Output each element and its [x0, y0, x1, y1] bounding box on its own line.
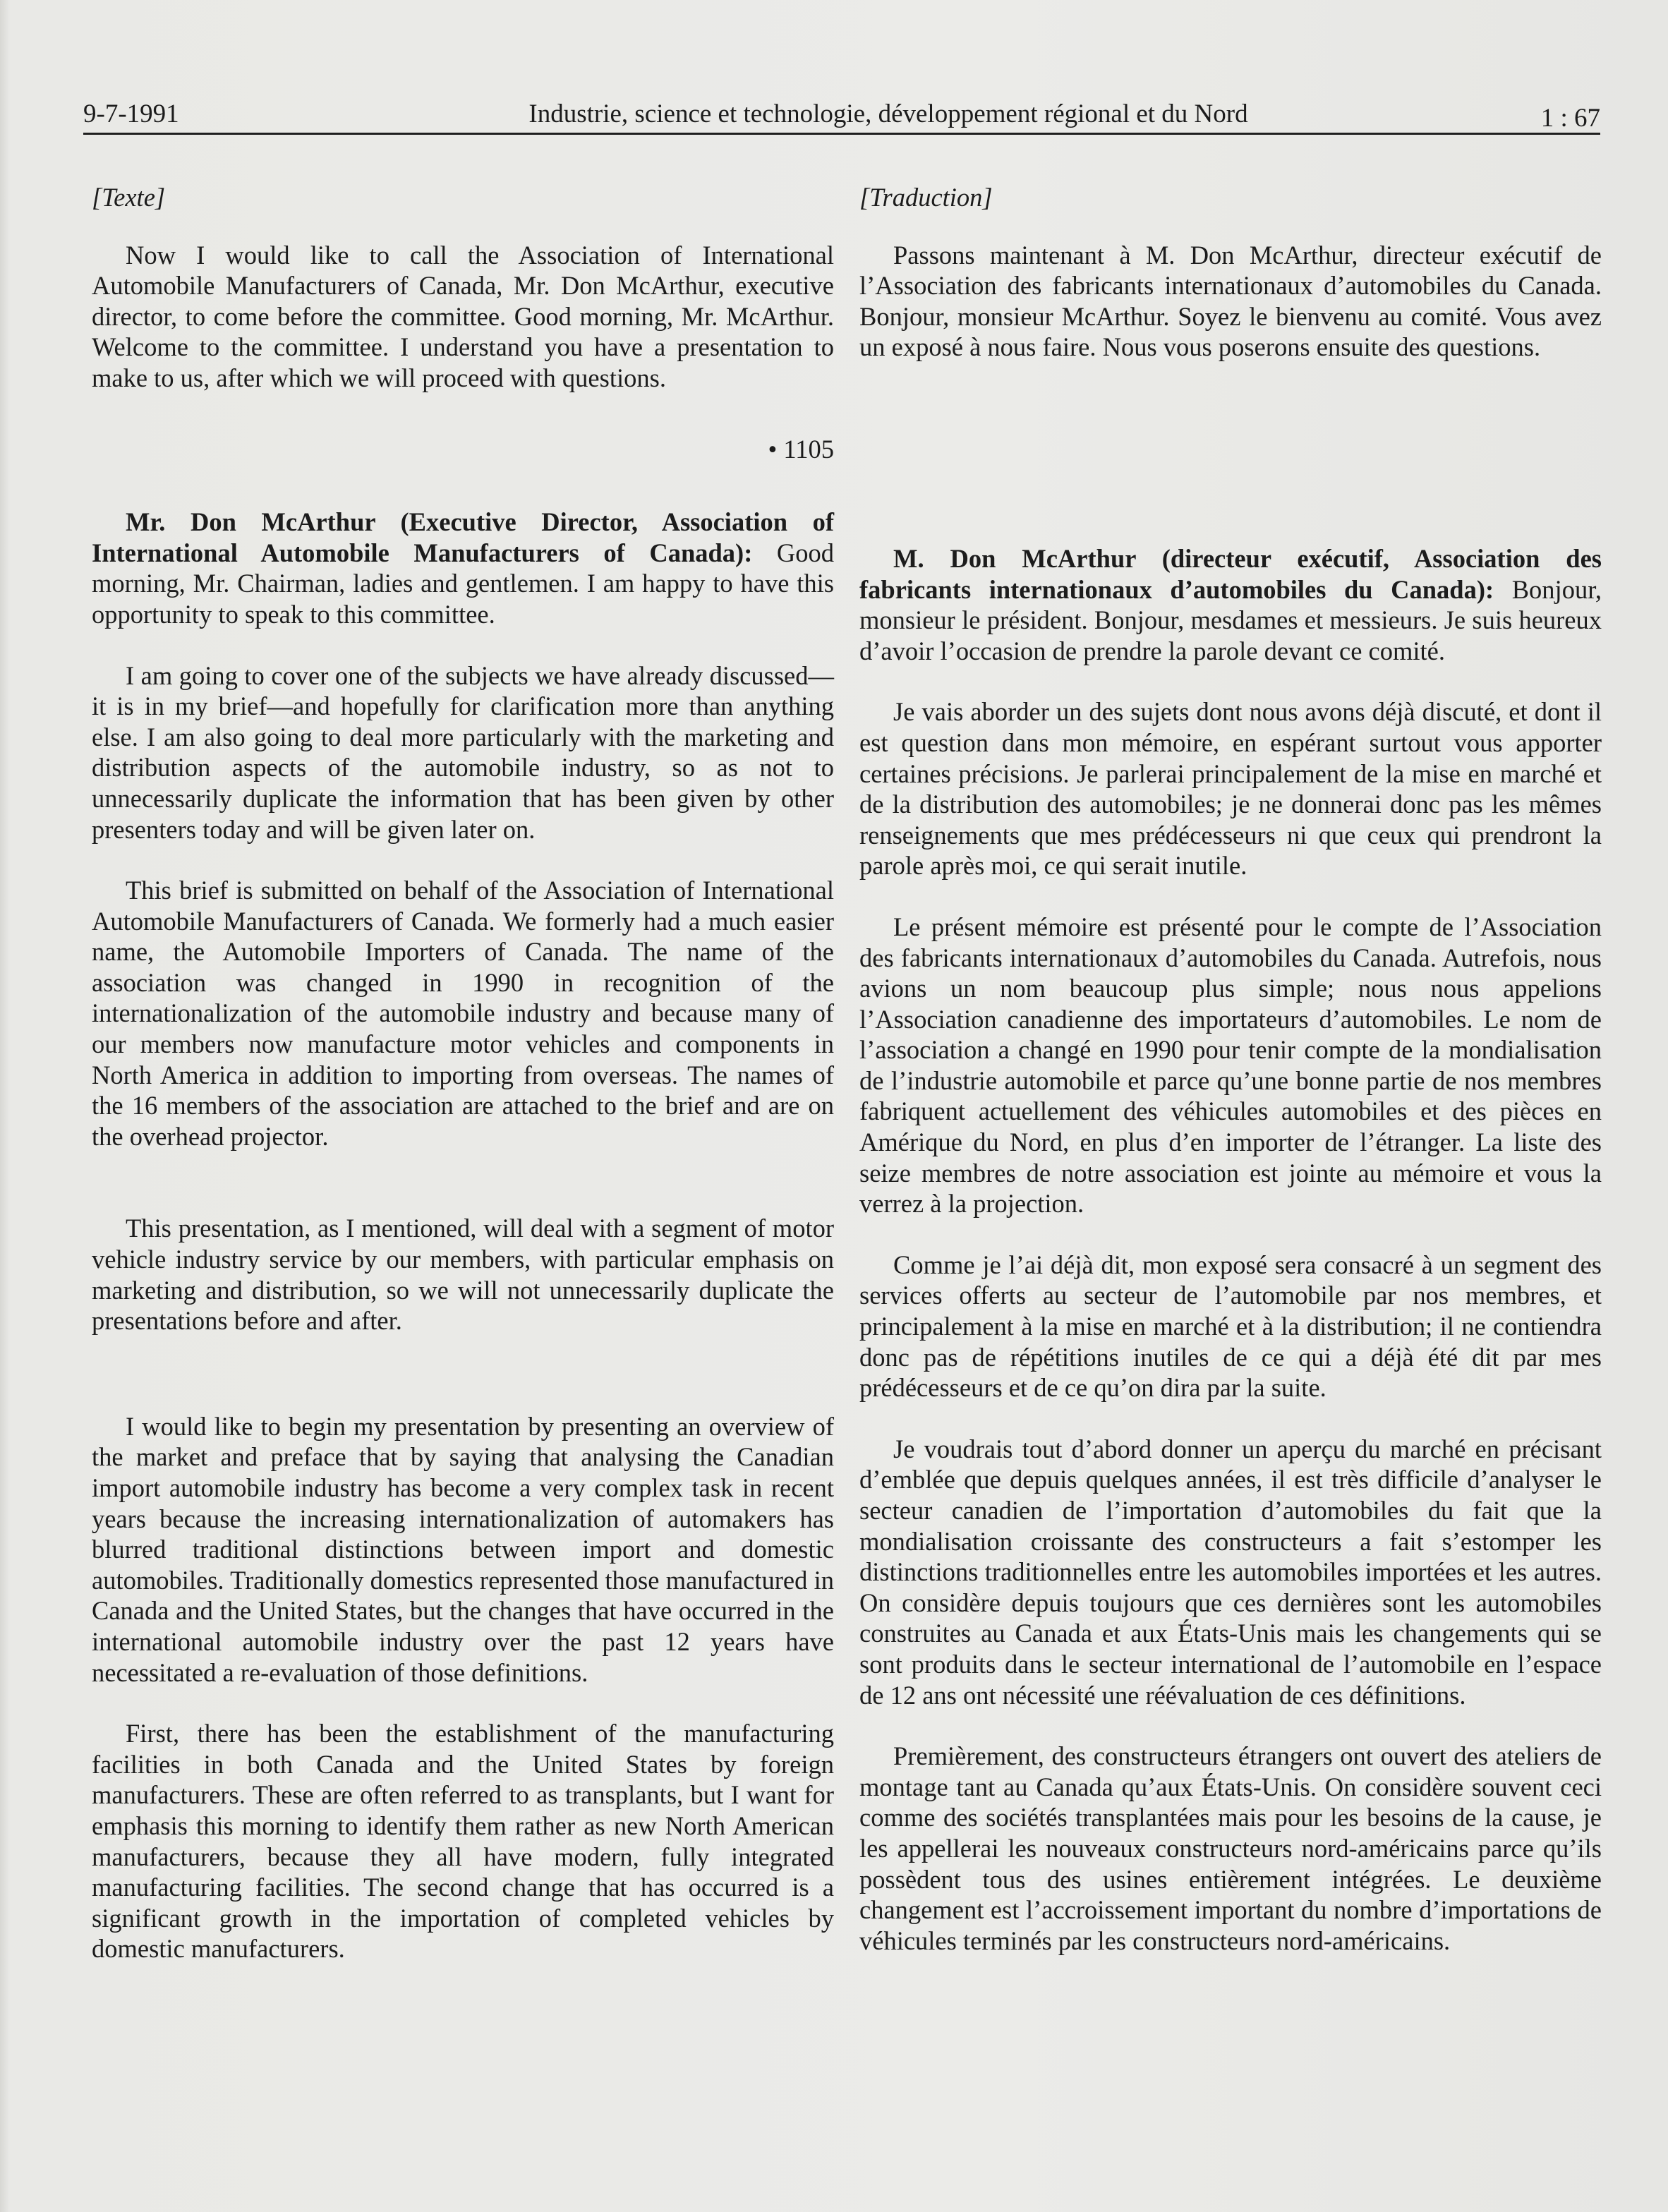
paragraph-5: First, there has been the establishment of the manufacturing facilities in both Canada and the United States by foreign manufacturers. These are often referred to as transplants, but I want for emphasis this morning to identify them rather as new North American manufacturers, because they all have modern, fully integrated manufacturing facilities. The second change that has occurred is a significant growth in the importation of completed vehicles by domestic manufacturers. [92, 1719, 834, 1964]
speaker-name: M. Don McArthur (directeur exécutif, Association des fabricants internationaux d’automobiles du Canada): [859, 543, 1602, 604]
paragraph-1: Je vais aborder un des sujets dont nous avons déjà discuté, et dont il est question dans mon mémoire, en espérant surtout vous apporter certaines précisions. Je parlerai principalement de la mise en marché et de la distribution des automobiles; je ne donnerai donc pas les mêmes renseignements que mes prédécesseurs ni que ceux qui prendront la parole après moi, ce qui serait inutile. [859, 697, 1602, 881]
intro-paragraph: Now I would like to call the Association of International Automobile Manufacturers of Canada, Mr. Don McArthur, executive director, to come before the committee. Good morning, Mr. McArthur. Welcome to the committee. I understand you have a presentation to make to us, after which we will proceed with questions. [92, 240, 834, 392]
paragraph-2: This brief is submitted on behalf of the Association of International Automobile Manufacturers of Canada. We formerly had a much easier name, the Automobile Importers of Canada. The name of the association was changed in 1990 in recognition of the internationalization of the automobile industry and because many of our members now manufacture motor vehicles and components in North America in addition to importing from overseas. The names of the 16 members of the association are attached to the brief and are on the overhead projector. [92, 876, 834, 1151]
speaker-text: Good morning, Mr. Chairman, ladies and gentlemen. I am happy to have this opportunity to speak to this committee. [92, 538, 834, 629]
header-title: Industrie, science et technologie, développement régional et du Nord [528, 99, 1248, 128]
page-header [83, 95, 1600, 134]
timestamp-marker: • 1105 [768, 434, 834, 464]
header-page-number: 1 : 67 [1540, 104, 1600, 133]
header-date: 9-7-1991 [83, 99, 179, 128]
speaker-paragraph [859, 543, 1602, 666]
french-column [859, 182, 1602, 1956]
paragraph-1: I am going to cover one of the subjects we have already discussed—it is in my brief—and hopefully for clarification more than anything else. I am also going to deal more particularly with the marketing and distribution aspects of the automobile industry, so as not to unnecessarily duplicate the information that has been given by other presenters today and will be given later on. [92, 660, 834, 844]
column-label-traduction: [Traduction] [859, 183, 993, 212]
speaker-paragraph [92, 507, 834, 629]
paragraph-4: Je voudrais tout d’abord donner un aperçu du marché en précisant d’emblée que depuis quelques années, il est très difficile d’analyser le secteur canadien de l’importation d’automobiles du fait que la mondialisation croissante des constructeurs a fait s’estomper les distinctions traditionnelles entre les automobiles importées et les autres. On considère depuis toujours que ces dernières sont les automobiles construites au Canada et aux États-Unis mais les changements qui se sont produits dans le secteur international de l’automobile en l’espace de 12 ans ont nécessité une réévaluation de ces définitions. [859, 1434, 1602, 1710]
paragraph-2: Le présent mémoire est présenté pour le compte de l’Association des fabricants internationaux d’automobiles du Canada. Autrefois, nous avions un nom beaucoup plus simple; nous nous appelions l’Association canadienne des importateurs d’automobiles. Le nom de l’association a changé en 1990 pour tenir compte de la mondialisation de l’industrie automobile et parce qu’une bonne partie de nos membres fabriquent actuellement des véhicules automobiles et des pièces en Amérique du Nord, en plus d’en importer de l’étranger. La liste des seize membres de notre association est jointe au mémoire et vous la verrez à la projection. [859, 912, 1602, 1219]
english-column [92, 182, 834, 1964]
paragraph-3: Comme je l’ai déjà dit, mon exposé sera consacré à un segment des services offerts au secteur de l’automobile par nos membres, et principalement à la mise en marché et à la distribution; il ne contiendra donc pas de répétitions inutiles de ce qui a déjà été dit par mes prédécesseurs et de ce qu’on dira par la suite. [859, 1250, 1602, 1403]
paragraph-3: This presentation, as I mentioned, will deal with a segment of motor vehicle industry service by our members, with particular emphasis on marketing and distribution, so we will not unnecessarily duplicate the presentations before and after. [92, 1214, 834, 1336]
speaker-name: Mr. Don McArthur (Executive Director, Association of International Automobile Manufacturers of Canada): [92, 507, 834, 567]
header-rule [83, 133, 1600, 135]
intro-paragraph: Passons maintenant à M. Don McArthur, directeur exécutif de l’Association des fabricants internationaux d’automobiles du Canada. Bonjour, monsieur McArthur. Soyez le bienvenu au comité. Vous avez un exposé à nous faire. Nous vous poserons ensuite des questions. [859, 240, 1602, 362]
column-label-texte: [Texte] [92, 183, 166, 212]
speaker-text: Bonjour, monsieur le président. Bonjour, mesdames et messieurs. Je suis heureux d’avoir l’occasion de prendre la parole devant ce comité. [859, 574, 1602, 665]
paragraph-4: I would like to begin my presentation by presenting an overview of the market and preface that by saying that analysing the Canadian import automobile industry has become a very complex task in recent years because the increasing internationalization of automakers has blurred traditional distinctions between import and domestic automobiles. Traditionally domestics represented those manufactured in Canada and the United States, but the changes that have occurred in the international automobile industry over the past 12 years have necessitated a re-evaluation of those definitions. [92, 1411, 834, 1687]
paragraph-5: Premièrement, des constructeurs étrangers ont ouvert des ateliers de montage tant au Canada qu’aux États-Unis. On considère souvent ceci comme des sociétés transplantées mais pour les besoins de la cause, je les appellerai les nouveaux constructeurs nord-américains parce qu’ils possèdent tous des usines entièrement intégrées. Le deuxième changement est l’accroissement important du nombre d’importations de véhicules terminés par les constructeurs nord-américains. [859, 1741, 1602, 1955]
